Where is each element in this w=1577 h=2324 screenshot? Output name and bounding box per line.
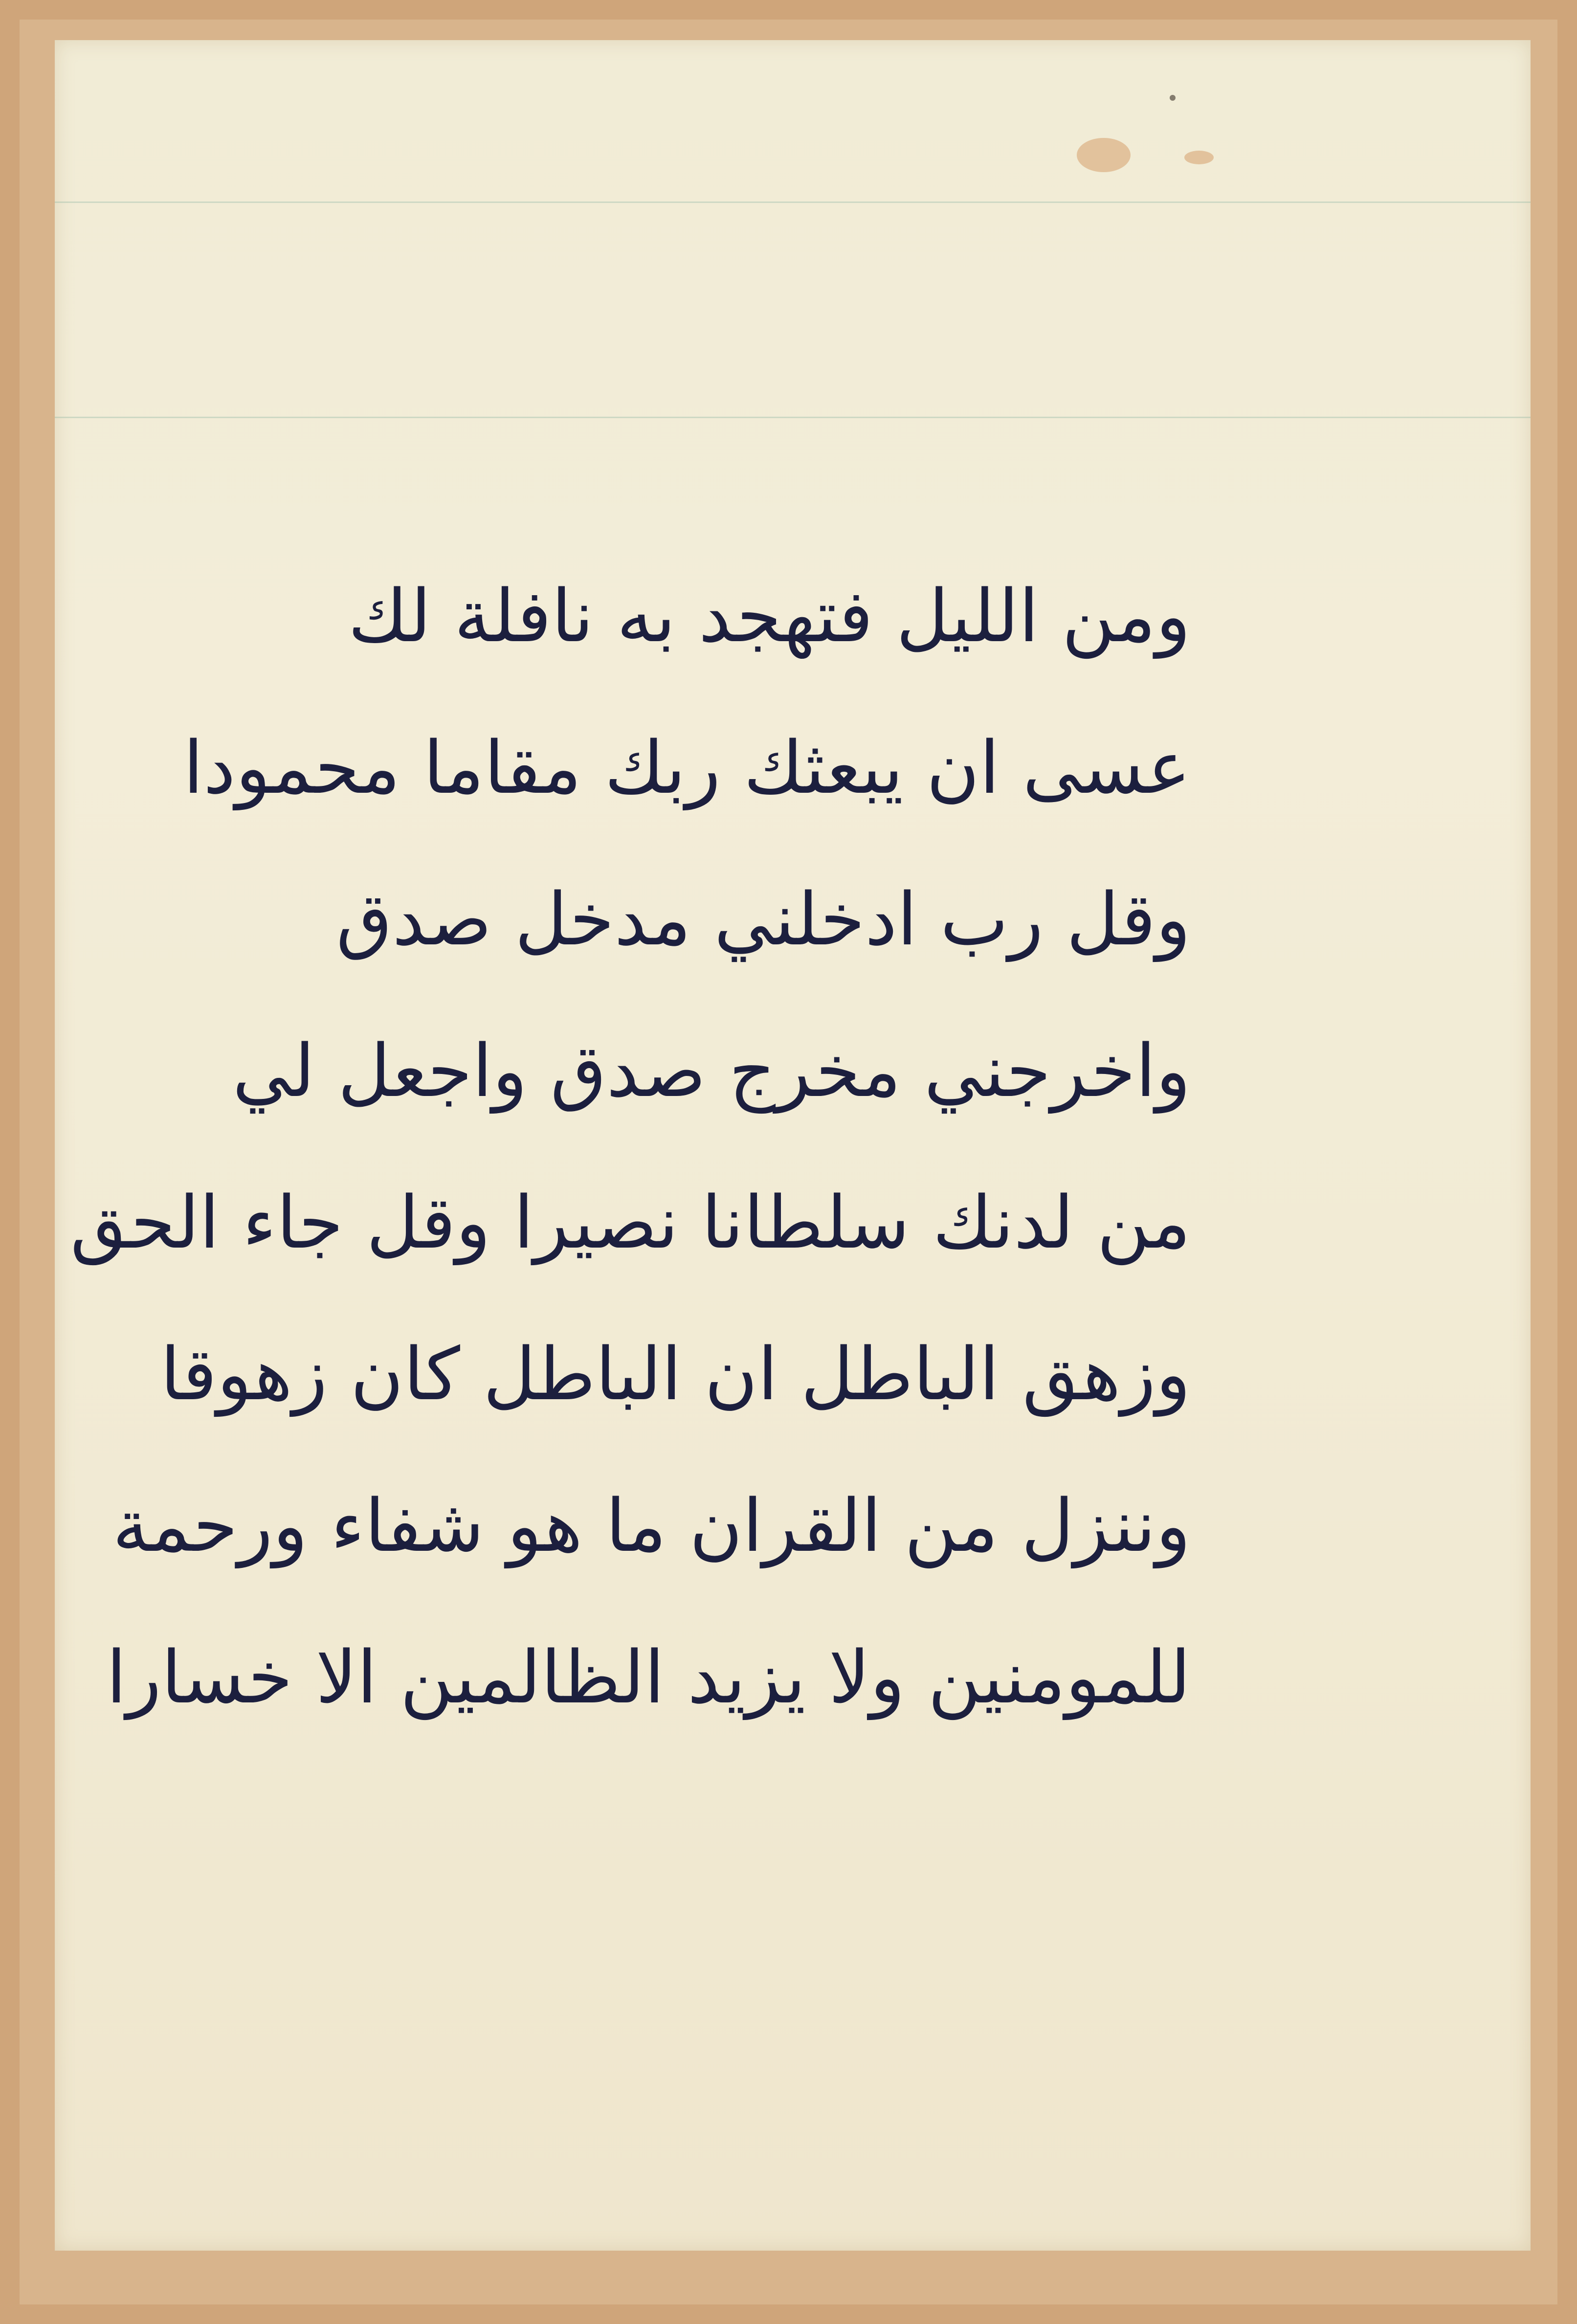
calligraphy-line-8: للمومنين ولا يزيد الظالمين الا خسارا	[106, 1635, 1191, 1720]
calligraphy-panel	[70, 558, 1191, 1770]
calligraphy-line-7: وننزل من القران ما هو شفاء ورحمة	[112, 1484, 1191, 1568]
paper-stain	[1184, 151, 1214, 164]
calligraphy-line-1: ومن الليل فتهجد به نافلة لك	[348, 574, 1191, 658]
paper-stain	[1077, 138, 1131, 172]
calligraphy-line-2: عسى ان يبعثك ربك مقاما محمودا	[183, 726, 1191, 810]
faint-ruled-line	[55, 201, 1531, 203]
faint-ruled-line	[55, 417, 1531, 418]
calligraphy-line-6: وزهق الباطل ان الباطل كان زهوقا	[160, 1332, 1191, 1416]
calligraphy-line-3: وقل رب ادخلني مدخل صدق	[336, 877, 1191, 961]
calligraphy-line-4: واخرجني مخرج صدق واجعل لي	[232, 1029, 1191, 1113]
calligraphy-line-5: من لدنك سلطانا نصيرا وقل جاء الحق	[70, 1181, 1191, 1265]
paper-speck	[1170, 95, 1176, 101]
